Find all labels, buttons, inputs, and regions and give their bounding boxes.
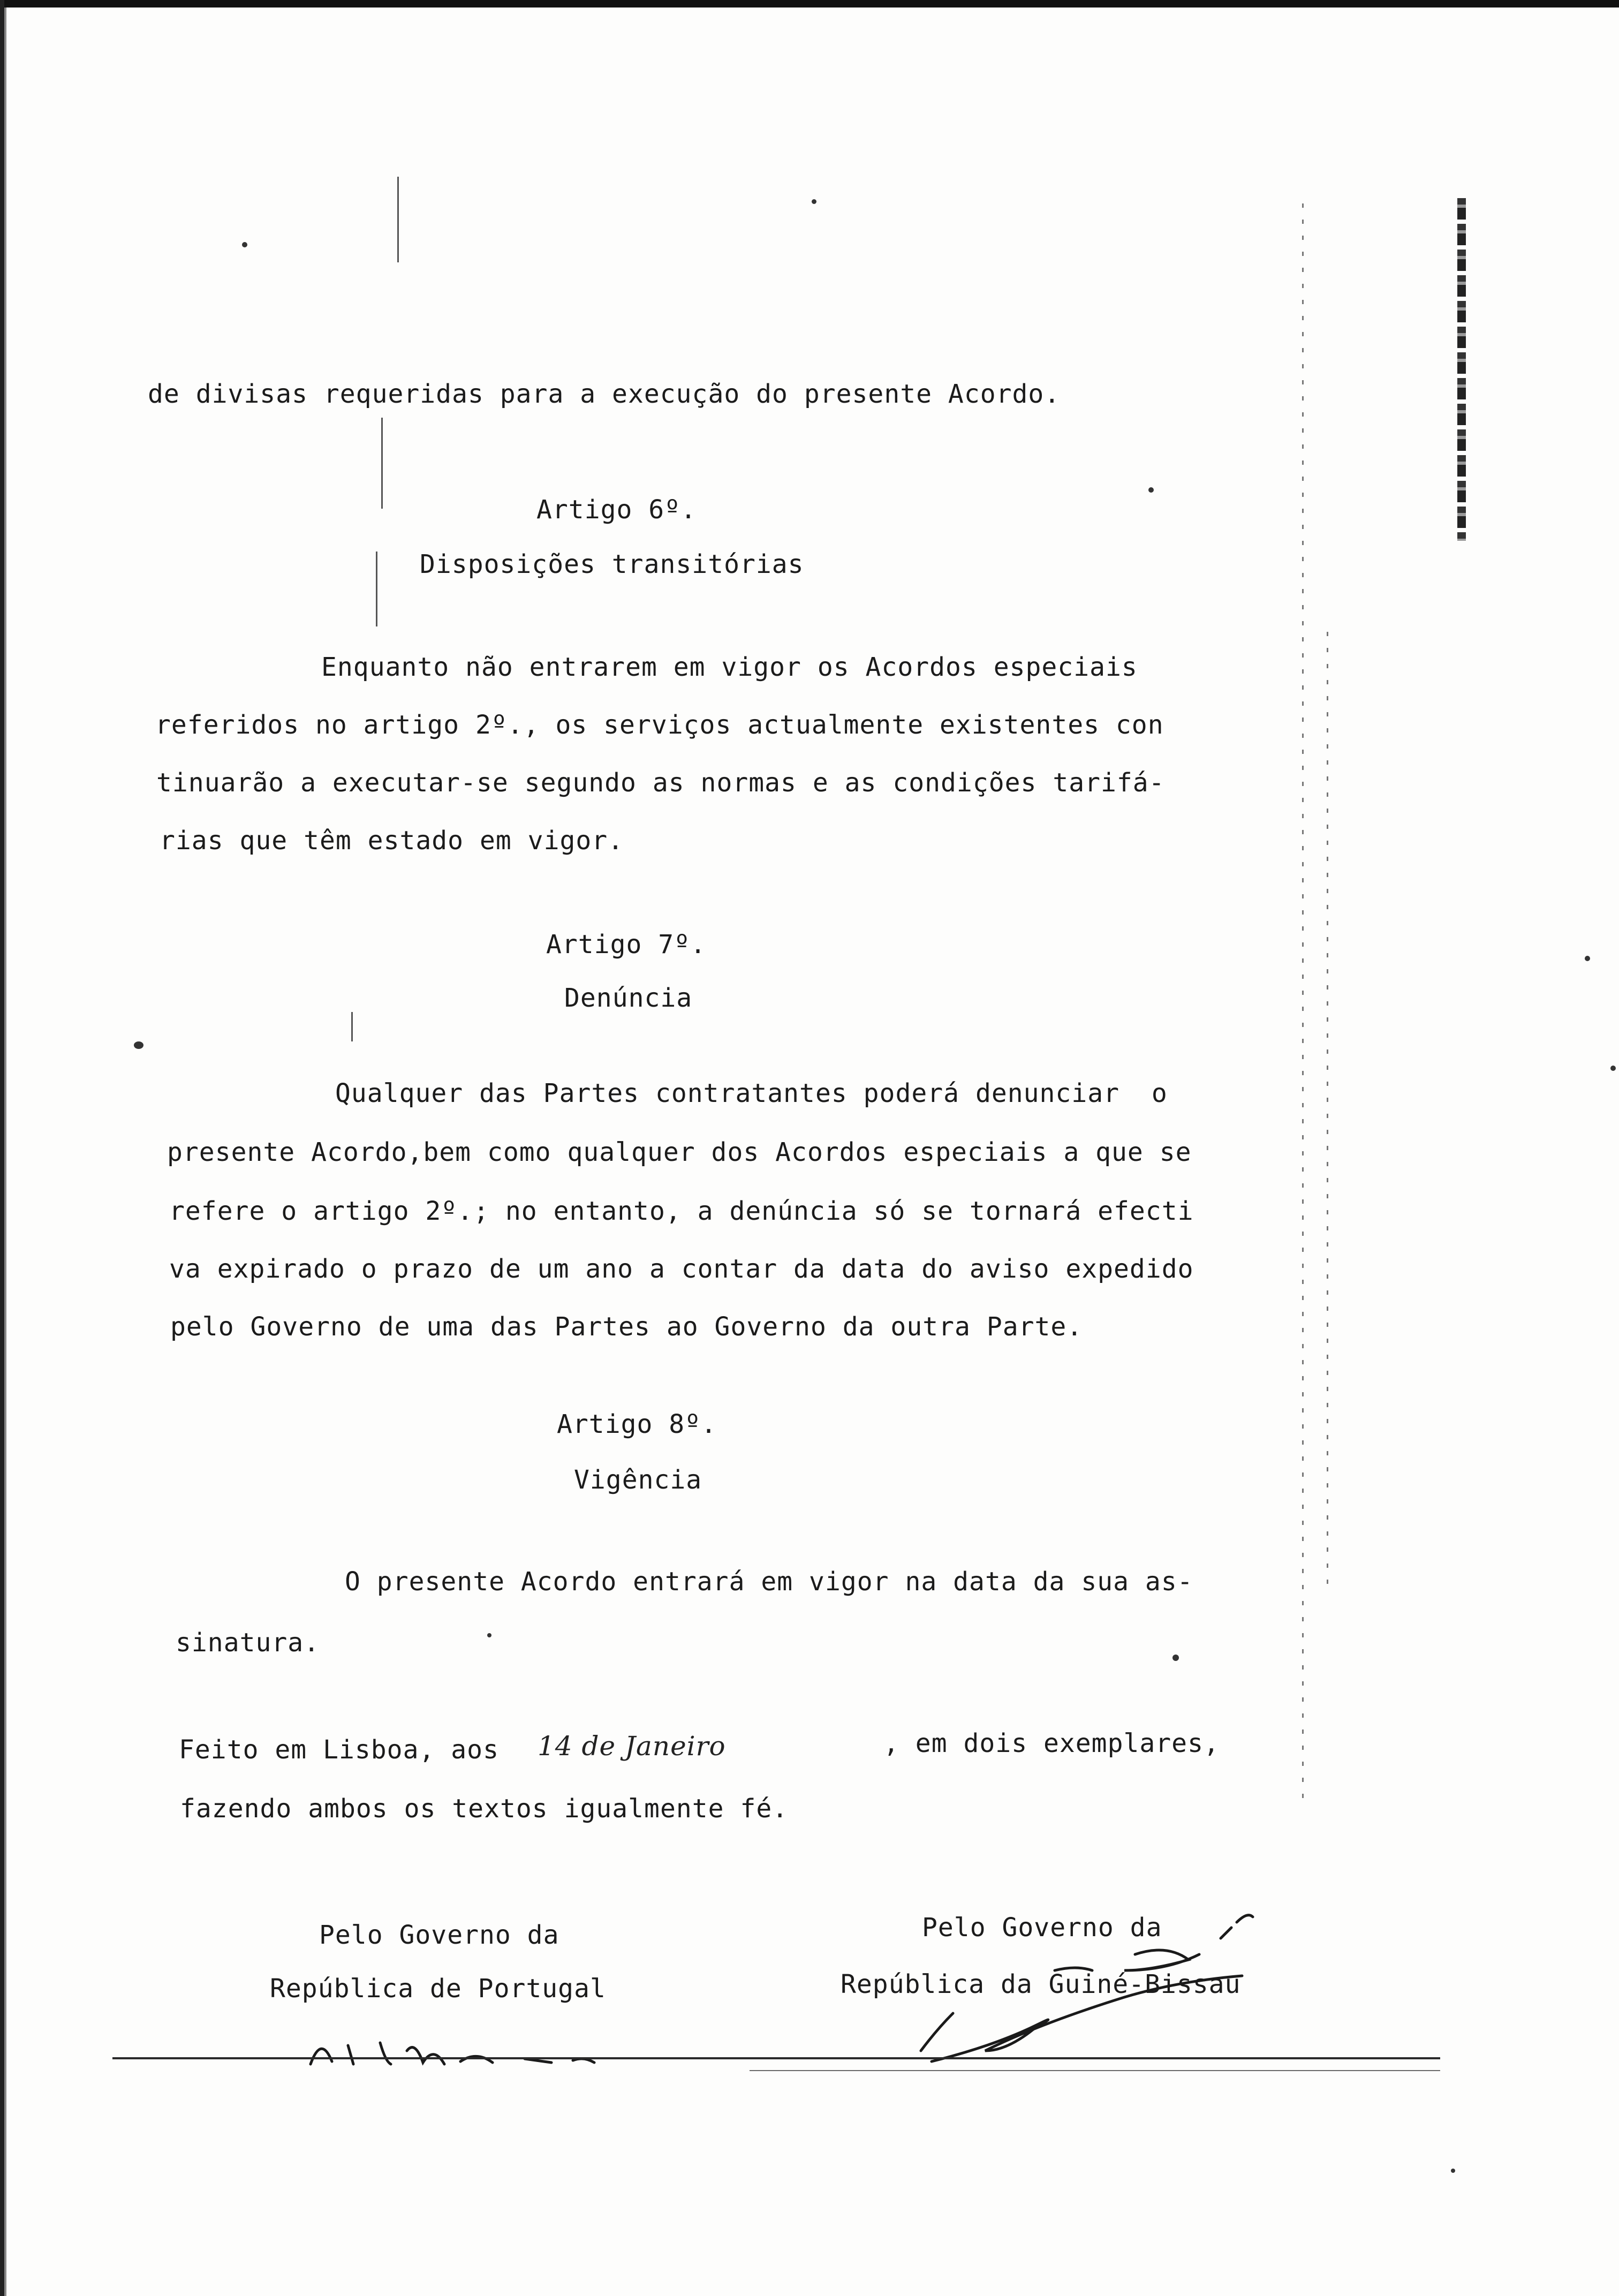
article-7-line: va expirado o prazo de um ano a contar da data do aviso expedido xyxy=(169,1254,1194,1284)
text-continuation: de divisas requeridas para a execução do presente Acordo. xyxy=(148,379,1061,409)
scan-border-left xyxy=(0,0,4,2296)
article-7-line: refere o artigo 2º.; no entanto, a denúncia só se tornará efecti xyxy=(169,1196,1194,1226)
scan-speck xyxy=(1451,2169,1455,2173)
article-6-line: referidos no artigo 2º., os serviços actualmente existentes con xyxy=(155,710,1164,740)
scan-artifact-line xyxy=(351,1012,353,1041)
article-6-line: Enquanto não entrarem em vigor os Acordos especiais xyxy=(321,652,1138,682)
scan-speck xyxy=(1585,956,1590,961)
scan-speck xyxy=(1148,487,1154,493)
scan-speck xyxy=(242,242,247,247)
scan-artifact-line xyxy=(381,418,383,509)
scan-speck xyxy=(487,1633,491,1637)
closing-place-suffix: , em dois exemplares, xyxy=(883,1728,1220,1758)
article-8-title: Vigência xyxy=(574,1465,702,1495)
scan-artifact-line xyxy=(376,552,377,626)
scan-border-top xyxy=(0,0,1619,7)
article-6-heading: Artigo 6º. xyxy=(536,495,697,525)
scan-speck xyxy=(134,1041,143,1049)
scan-border-left-inner xyxy=(4,7,6,2296)
article-8-line: sinatura. xyxy=(176,1628,320,1658)
article-6-line: tinuarão a executar-se segundo as normas e as condições tarifá- xyxy=(156,768,1165,798)
scan-speck xyxy=(1172,1655,1179,1661)
article-7-line: presente Acordo,bem como qualquer dos Acordos especiais a que se xyxy=(167,1137,1192,1167)
closing-place-prefix: Feito em Lisboa, aos xyxy=(179,1735,499,1765)
scan-edge-strip xyxy=(1457,198,1466,541)
article-6-title: Disposições transitórias xyxy=(420,549,804,579)
closing-line-2: fazendo ambos os textos igualmente fé. xyxy=(180,1794,789,1824)
scan-artifact-dashes xyxy=(1302,203,1304,1810)
signature-right xyxy=(899,1890,1306,2072)
scan-speck xyxy=(812,199,816,204)
signature-left xyxy=(300,2013,685,2072)
article-7-title: Denúncia xyxy=(564,983,693,1013)
signatory-left-line2: República de Portugal xyxy=(270,1974,606,2004)
article-7-heading: Artigo 7º. xyxy=(546,930,706,960)
article-7-line: Qualquer das Partes contratantes poderá denunciar o xyxy=(335,1078,1168,1108)
signatory-right-line2: República da Guiné-Bissau xyxy=(841,1969,1241,1999)
article-7-line: pelo Governo de uma das Partes ao Governo da outra Parte. xyxy=(170,1312,1083,1342)
article-8-line: O presente Acordo entrará em vigor na data da sua as- xyxy=(345,1567,1193,1597)
scan-artifact-dashes xyxy=(1327,632,1328,1596)
handwritten-date: 14 de Janeiro xyxy=(538,1731,726,1762)
signatory-right-line1: Pelo Governo da xyxy=(922,1913,1162,1943)
signature-baseline-secondary xyxy=(750,2070,1440,2071)
article-8-heading: Artigo 8º. xyxy=(557,1409,717,1439)
scan-artifact-line xyxy=(397,177,399,262)
signature-baseline xyxy=(112,2057,1440,2059)
signatory-left-line1: Pelo Governo da xyxy=(319,1920,559,1950)
scan-speck xyxy=(1610,1066,1616,1071)
article-6-line: rias que têm estado em vigor. xyxy=(160,826,624,856)
